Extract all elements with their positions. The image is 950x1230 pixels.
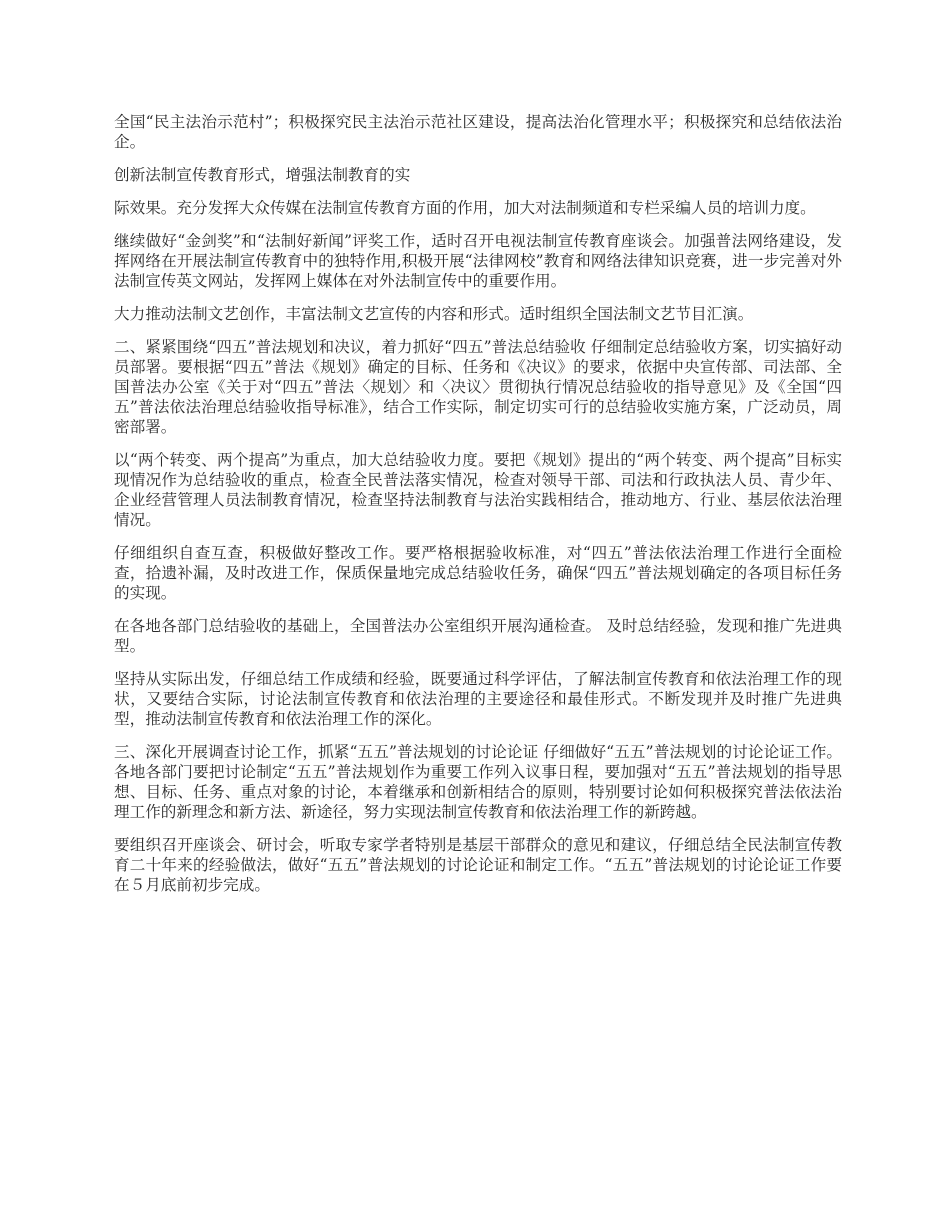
paragraph-10: 坚持从实际出发，仔细总结工作成绩和经验，既要通过科学评估，了解法制宣传教育和依法治理工作的现状，又要结合实际，讨论法制宣传教育和依法治理的主要途径和最佳形式。不断发现并及时推广先进典型，推动法制宣传教育和依法治理工作的深化。 <box>114 670 842 728</box>
paragraph-5: 大力推动法制文艺创作，丰富法制文艺宣传的内容和形式。适时组织全国法制文艺节目汇演。 <box>114 305 754 323</box>
paragraph-9: 在各地各部门总结验收的基础上，全国普法办公室组织开展沟通检查。 及时总结经验，发现和推广先进典型。 <box>114 617 842 655</box>
paragraph-7: 以“两个转变、两个提高”为重点，加大总结验收力度。要把《规划》提出的“两个转变、两个提高”目标实现情况作为总结验收的重点，检查全民普法落实情况，检查对领导干部、司法和行政执法人员、青少年、企业经营管理人员法制教育情况，检查坚持法制教育与法治实践相结合，推动地方、行业、基层依法治理情况。 <box>114 451 842 529</box>
paragraph-8: 仔细组织自查互查，积极做好整改工作。要严格根据验收标准，对“四五”普法依法治理工作进行全面检查，拾遗补漏，及时改进工作，保质保量地完成总结验收任务，确保“四五”普法规划确定的各项目标任务的实现。 <box>114 544 842 602</box>
paragraph-12: 要组织召开座谈会、研讨会，听取专家学者特别是基层干部群众的意见和建议，仔细总结全民法制宣传教育二十年来的经验做法，做好“五五”普法规划的讨论论证和制定工作。“五五”普法规划的讨论论证工作要在５月底前初步完成。 <box>114 836 842 894</box>
paragraph-11: 三、深化开展调查讨论工作，抓紧“五五”普法规划的讨论论证 仔细做好“五五”普法规划的讨论论证工作。各地各部门要把讨论制定“五五”普法规划作为重要工作列入议事日程，要加强对“五五”普法规划的指导思想、目标、任务、重点对象的讨论，本着继承和创新相结合的原则，特别要讨论如何积极探究普法依法治理工作的新理念和新方法、新途径，努力实现法制宣传教育和依法治理工作的新跨越。 <box>114 743 842 821</box>
document-body <box>114 112 842 895</box>
paragraph-6: 二、紧紧围绕“四五”普法规划和决议，着力抓好“四五”普法总结验收 仔细制定总结验收方案，切实搞好动员部署。要根据“四五”普法《规划》确定的目标、任务和《决议》的要求，依据中央宣传部、司法部、全国普法办公室《关于对“四五”普法〈规划〉和〈决议〉贯彻执行情况总结验收的指导意见》及《全国“四五”普法依法治理总结验收指导标准》，结合工作实际，制定切实可行的总结验收实施方案，广泛动员，周密部署。 <box>114 338 842 436</box>
paragraph-1: 全国“民主法治示范村”；积极探究民主法治示范社区建设，提高法治化管理水平；积极探究和总结依法治企。 <box>114 113 842 151</box>
paragraph-2: 创新法制宣传教育形式，增强法制教育的实 <box>114 166 411 184</box>
paragraph-4: 继续做好“金剑奖”和“法制好新闻”评奖工作，适时召开电视法制宣传教育座谈会。加强普法网络建设，发挥网络在开展法制宣传教育中的独特作用,积极开展“法律网校”教育和网络法律知识竞赛，进一步完善对外法制宣传英文网站，发挥网上媒体在对外法制宣传中的重要作用。 <box>114 232 842 290</box>
paragraph-3: 际效果。充分发挥大众传媒在法制宣传教育方面的作用，加大对法制频道和专栏采编人员的培训力度。 <box>114 199 816 217</box>
